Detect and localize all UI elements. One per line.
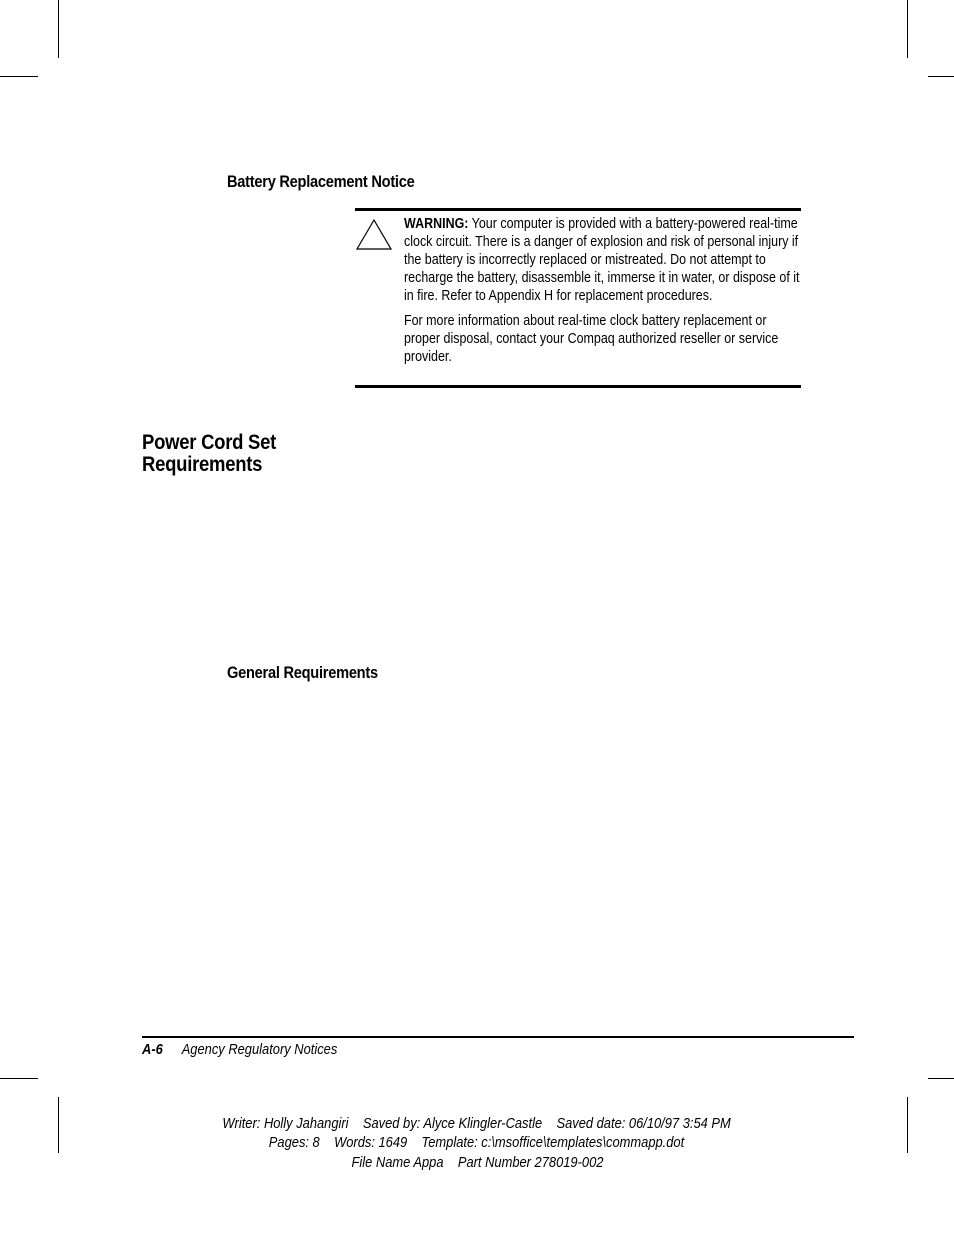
crop-mark-top-right-horizontal [928,76,954,77]
doc-meta-line2-text: Pages: 8 Words: 1649 Template: c:\msoffice\templates\commapp.dot [269,1134,685,1151]
power-cord-heading-line1: Power Cord Set [142,430,277,454]
doc-meta-line2 [0,1133,954,1153]
warning-body: Your computer is provided with a battery-powered real-time clock circuit. There is a danger of explosion and risk of personal injury if the battery is incorrectly replaced or mistreated. Do not attempt to recharge the battery, disassemble it, immerse it in water, or dispose of it in fire. Refer to Appendix H for replacement procedures. [404,216,800,304]
crop-mark-bottom-left-horizontal [0,1078,38,1079]
doc-meta-line3 [0,1153,954,1173]
battery-replacement-heading: Battery Replacement Notice [227,172,415,191]
chapter-title: Agency Regulatory Notices [181,1041,338,1058]
page-footer [142,1041,337,1058]
crop-mark-bottom-right-horizontal [928,1078,954,1079]
doc-meta-line1-text: Writer: Holly Jahangiri Saved by: Alyce Klingler-Castle Saved date: 06/10/97 3:54 PM [222,1115,732,1132]
warning-text [404,215,800,366]
warning-more-info: For more information about real-time clock battery replacement or proper disposal, contact your Compaq authorized reseller or service provider. [404,313,779,365]
doc-meta-line3-text: File Name Appa Part Number 278019-002 [351,1154,603,1171]
warning-triangle-icon [355,218,393,250]
doc-meta-line1 [0,1114,954,1134]
crop-mark-top-left-vertical [58,0,59,58]
footer-rule [142,1036,854,1038]
warning-label: WARNING: [404,216,469,232]
warning-paragraph [404,215,800,305]
power-cord-heading [142,431,276,475]
warning-box [355,208,801,388]
page-number: A-6 [142,1041,163,1058]
crop-mark-top-left-horizontal [0,76,38,77]
power-cord-heading-line2: Requirements [142,452,263,476]
general-requirements-heading: General Requirements [227,663,378,682]
crop-mark-top-right-vertical [907,0,908,58]
